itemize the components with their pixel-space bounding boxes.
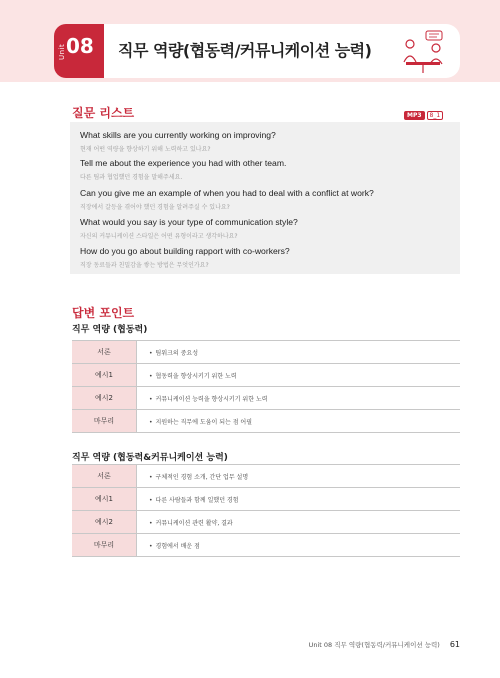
question-en: What would you say is your type of communication style?: [80, 217, 298, 227]
question-en: Tell me about the experience you had with other team.: [80, 158, 287, 168]
answer-points-table: [72, 340, 460, 433]
table-row: [72, 511, 460, 534]
mp3-label: MP3: [404, 111, 425, 120]
question-ko: 직장 동료들과 친밀감을 쌓는 방법은 무엇인가요?: [80, 262, 209, 269]
row-label: 예시2: [72, 511, 137, 534]
row-value: • 협동력을 향상시키기 위한 노력: [137, 364, 461, 387]
table-title: 직무 역량 (협동력): [72, 325, 148, 335]
row-value: • 지원하는 직무에 도움이 되는 점 어필: [137, 410, 461, 433]
question-item: [80, 246, 290, 269]
page-title: 직무 역량(협동력/커뮤니케이션 능력): [118, 41, 372, 60]
row-value: • 팀워크의 중요성: [137, 341, 461, 364]
table-title: 직무 역량 (협동력&커뮤니케이션 능력): [72, 453, 228, 463]
row-label: 마무리: [72, 534, 137, 557]
answers-section-title: 답변 포인트: [72, 306, 135, 320]
running-title: Unit 08 직무 역량(협동력/커뮤니케이션 능력): [308, 641, 440, 649]
questions-section-title: 질문 리스트: [72, 106, 135, 120]
row-value: • 커뮤니케이션 관련 활약, 결과: [137, 511, 461, 534]
table-row: [72, 364, 460, 387]
row-label: 예시1: [72, 364, 137, 387]
row-label: 예시2: [72, 387, 137, 410]
row-label: 마무리: [72, 410, 137, 433]
question-en: Can you give me an example of when you had to deal with a conflict at work?: [80, 188, 374, 198]
table-row: [72, 465, 460, 488]
unit-number: 08: [66, 34, 94, 58]
question-ko: 현재 어떤 역량을 향상하기 위해 노력하고 있나요?: [80, 146, 211, 153]
table-row: [72, 387, 460, 410]
meeting-illustration-icon: [396, 30, 450, 74]
question-ko: 자신의 커뮤니케이션 스타일은 어떤 유형이라고 생각하나요?: [80, 233, 238, 240]
page-footer: [309, 640, 460, 649]
question-item: [80, 217, 298, 240]
row-value: • 다른 사람들과 함께 일했던 경험: [137, 488, 461, 511]
unit-label: Unit: [58, 43, 66, 60]
question-en: How do you go about building rapport with co-workers?: [80, 246, 290, 256]
question-item: [80, 158, 286, 181]
mp3-track: 8_1: [427, 111, 444, 120]
row-value: • 구체적인 경험 소개, 간단 업무 설명: [137, 465, 461, 488]
row-value: • 경험에서 배운 점: [137, 534, 461, 557]
row-label: 서론: [72, 465, 137, 488]
question-item: [80, 130, 276, 153]
mp3-audio-badge[interactable]: [404, 110, 443, 120]
table-row: [72, 341, 460, 364]
page-number: 61: [449, 640, 460, 649]
row-label: 서론: [72, 341, 137, 364]
question-ko: 다른 팀과 협업했던 경험을 말해주세요.: [80, 174, 183, 181]
question-en: What skills are you currently working on improving?: [80, 130, 276, 140]
row-value: • 커뮤니케이션 능력을 향상시키기 위한 노력: [137, 387, 461, 410]
table-row: [72, 534, 460, 557]
question-item: [80, 188, 374, 211]
row-label: 예시1: [72, 488, 137, 511]
table-row: [72, 410, 460, 433]
table-row: [72, 488, 460, 511]
question-ko: 직장에서 갈등을 겪어야 했던 경험을 알려주실 수 있나요?: [80, 204, 230, 211]
answer-points-table: [72, 464, 460, 557]
